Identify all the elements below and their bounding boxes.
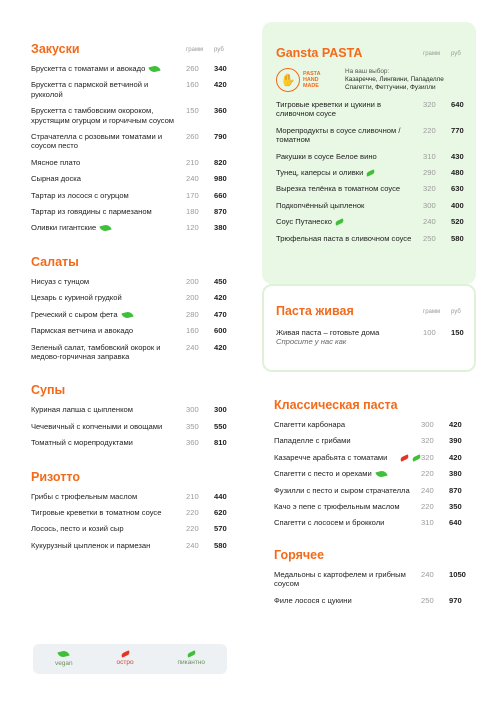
list-item bbox=[31, 207, 231, 216]
legend-label: пикантно bbox=[177, 659, 206, 666]
item-grams: 100 bbox=[423, 328, 436, 337]
item-name: Соус Путанеско bbox=[276, 217, 423, 226]
item-name: Тунец, каперсы и оливки bbox=[276, 168, 423, 177]
price-header: руб bbox=[214, 47, 224, 53]
item-grams: 240 bbox=[421, 569, 434, 579]
item-grams: 260 bbox=[186, 64, 199, 73]
item-price: 420 bbox=[449, 452, 462, 462]
list-item bbox=[31, 438, 231, 447]
section-zakuski-header bbox=[31, 36, 231, 56]
item-price: 660 bbox=[214, 190, 227, 200]
item-name: Морепродукты в соусе сливочном / томатном bbox=[276, 125, 401, 145]
item-grams: 240 bbox=[186, 540, 199, 550]
section-title: Классическая паста bbox=[274, 398, 398, 412]
pasta-choice bbox=[345, 68, 445, 92]
item-price: 870 bbox=[449, 485, 462, 495]
item-name: Подкопчённый цыпленок bbox=[276, 200, 365, 210]
item-name: Филе лосося с цукини bbox=[274, 595, 352, 605]
item-name: Тигровые креветки и цукини в сливочном соусе bbox=[276, 100, 382, 119]
item-price: 640 bbox=[449, 518, 462, 528]
item-grams: 160 bbox=[186, 326, 199, 336]
handmade-badge bbox=[276, 68, 468, 92]
item-name: Тартар из говядины с пармезаном bbox=[31, 207, 152, 217]
section-supy-list bbox=[31, 405, 231, 447]
leaf-icon bbox=[375, 470, 387, 479]
section-title: Gansta PASTA bbox=[276, 46, 363, 60]
legend bbox=[33, 644, 227, 674]
item-grams: 290 bbox=[423, 168, 436, 178]
item-name: Брускетта с томатами и авокадо bbox=[31, 64, 186, 73]
item-price: 480 bbox=[451, 168, 464, 178]
list-item bbox=[31, 524, 231, 533]
item-name: Греческий с сыром фета bbox=[31, 310, 186, 319]
item-price: 150 bbox=[451, 328, 464, 337]
section-goryachee-header bbox=[274, 542, 466, 562]
item-price: 420 bbox=[449, 420, 462, 429]
item-name: Лосось, песто и козий сыр bbox=[31, 524, 124, 534]
item-note: Спросите у нас как bbox=[276, 337, 347, 347]
item-name: Спагетти с лососем и брокколи bbox=[274, 518, 385, 528]
item-grams: 320 bbox=[423, 100, 436, 109]
section-title: Ризотто bbox=[31, 469, 80, 484]
list-item bbox=[276, 152, 468, 161]
item-grams: 260 bbox=[186, 132, 199, 142]
gansta-pasta-panel bbox=[262, 22, 476, 284]
item-price: 970 bbox=[449, 595, 462, 605]
item-grams: 200 bbox=[186, 293, 199, 303]
chili-icon bbox=[400, 454, 410, 461]
green-chili-icon bbox=[366, 169, 376, 176]
item-grams: 180 bbox=[186, 207, 199, 217]
section-title: Горячее bbox=[274, 547, 325, 562]
item-name: Куриная лапша с цыпленком bbox=[31, 405, 133, 415]
item-price: 870 bbox=[214, 207, 227, 217]
list-item bbox=[31, 492, 231, 501]
list-item bbox=[274, 486, 466, 495]
item-grams: 250 bbox=[421, 595, 434, 605]
item-price: 400 bbox=[451, 200, 464, 210]
list-item bbox=[274, 518, 466, 527]
section-rizotto-list bbox=[31, 492, 231, 551]
item-price: 300 bbox=[214, 405, 227, 415]
item-grams: 300 bbox=[421, 420, 434, 429]
list-item bbox=[276, 184, 468, 193]
grams-header: грамм bbox=[423, 51, 441, 57]
leaf-icon bbox=[58, 650, 70, 659]
item-grams: 300 bbox=[423, 200, 436, 210]
item-price: 450 bbox=[214, 276, 227, 286]
item-name: Спагетти карбонара bbox=[274, 420, 346, 429]
item-name: Медальоны с картофелем и грибным соусом bbox=[274, 569, 406, 589]
item-price: 420 bbox=[214, 80, 227, 90]
list-item bbox=[31, 64, 231, 73]
zhivaya-pasta-panel bbox=[262, 284, 476, 372]
list-item bbox=[274, 570, 466, 589]
grams-header: грамм bbox=[423, 309, 441, 315]
section-zhivaya-header bbox=[276, 298, 468, 318]
item-name: Страчателла с розовыми томатами и соусом песто bbox=[31, 132, 163, 151]
list-item bbox=[276, 328, 468, 337]
list-item bbox=[276, 217, 468, 226]
legend-vegan bbox=[55, 651, 73, 667]
item-name: Спагетти с песто и орехами bbox=[274, 469, 421, 478]
item-grams: 220 bbox=[423, 125, 436, 135]
legend-label: vegan bbox=[54, 660, 73, 667]
green-chili-icon bbox=[412, 454, 422, 461]
item-name: Чечевичный с копчеными и овощами bbox=[31, 421, 163, 431]
item-price: 440 bbox=[214, 491, 227, 501]
leaf-icon bbox=[121, 310, 133, 319]
section-gansta-list bbox=[276, 100, 468, 243]
section-salaty-list bbox=[31, 277, 231, 361]
item-name: Брускетта с тамбовским окороком, хрустящим огурцом и горчичным соусом bbox=[31, 106, 175, 125]
item-price: 360 bbox=[214, 106, 227, 116]
item-grams: 240 bbox=[423, 217, 436, 227]
list-item bbox=[31, 80, 231, 99]
list-item bbox=[31, 191, 231, 200]
item-grams: 210 bbox=[186, 491, 199, 501]
item-price: 380 bbox=[214, 223, 227, 233]
item-price: 630 bbox=[451, 184, 464, 194]
item-price: 600 bbox=[214, 326, 227, 336]
left-column bbox=[31, 36, 231, 550]
item-grams: 170 bbox=[186, 190, 199, 200]
list-item bbox=[274, 469, 466, 478]
price-header: руб bbox=[451, 309, 461, 315]
list-item bbox=[274, 453, 466, 462]
item-price: 420 bbox=[214, 293, 227, 303]
list-item bbox=[31, 106, 231, 125]
item-name: Зеленый салат, тамбовский окорок и медово-горчичная заправка bbox=[31, 342, 161, 361]
section-supy-header bbox=[31, 377, 231, 397]
item-name: Оливки гигантские bbox=[31, 223, 186, 232]
item-grams: 310 bbox=[421, 518, 434, 528]
item-name: Пападелле с грибами bbox=[274, 436, 351, 446]
item-price: 380 bbox=[449, 469, 462, 479]
choice-label: На ваш выбор: bbox=[345, 68, 390, 75]
legend-hot bbox=[178, 652, 206, 666]
item-grams: 250 bbox=[423, 233, 436, 243]
list-item bbox=[31, 174, 231, 183]
item-grams: 320 bbox=[423, 184, 436, 194]
section-zakuski-list bbox=[31, 64, 231, 233]
item-price: 820 bbox=[214, 157, 227, 167]
item-grams: 320 bbox=[421, 436, 434, 446]
item-grams: 220 bbox=[186, 507, 199, 517]
item-name: Казаречче арабьята с томатами bbox=[274, 452, 388, 462]
item-name: Ракушки в соусе Белое вино bbox=[276, 151, 377, 161]
list-item bbox=[31, 541, 231, 550]
item-price: 980 bbox=[214, 174, 227, 184]
list-item bbox=[31, 223, 231, 232]
item-name: Тартар из лосося с огурцом bbox=[31, 190, 129, 200]
grams-header: грамм bbox=[186, 47, 204, 53]
item-grams: 300 bbox=[186, 405, 199, 415]
list-item bbox=[274, 436, 466, 445]
item-price: 1050 bbox=[449, 569, 466, 579]
hand-icon: ✋ bbox=[276, 68, 300, 92]
item-price: 350 bbox=[449, 502, 462, 512]
item-name: Живая паста – готовьте дома bbox=[276, 328, 380, 337]
item-name: Цезарь с куриной грудкой bbox=[31, 293, 122, 303]
list-item bbox=[31, 277, 231, 286]
item-grams: 220 bbox=[421, 469, 434, 479]
item-price: 420 bbox=[214, 342, 227, 352]
list-item bbox=[276, 201, 468, 210]
price-header: руб bbox=[451, 51, 461, 57]
item-grams: 220 bbox=[186, 524, 199, 534]
item-grams: 240 bbox=[421, 485, 434, 495]
item-grams: 200 bbox=[186, 276, 199, 286]
legend-label: остро bbox=[116, 659, 134, 666]
item-price: 520 bbox=[451, 217, 464, 227]
legend-spicy bbox=[117, 652, 134, 666]
item-name: Мясное плато bbox=[31, 157, 81, 167]
item-name: Кукурузный цыпленок и пармезан bbox=[31, 540, 151, 550]
item-name: Томатный с морепродуктами bbox=[31, 438, 133, 448]
section-goryachee-list bbox=[274, 570, 466, 605]
item-price: 570 bbox=[214, 524, 227, 534]
section-klassika-header bbox=[274, 392, 466, 412]
list-item bbox=[31, 132, 231, 151]
section-title: Салаты bbox=[31, 254, 79, 269]
item-grams: 320 bbox=[421, 452, 434, 462]
item-name: Брускетта с пармской ветчиной и рукколой bbox=[31, 80, 149, 99]
item-grams: 280 bbox=[186, 309, 199, 319]
item-name: Пармская ветчина и авокадо bbox=[31, 326, 134, 336]
item-name: Нисуаз с тунцом bbox=[31, 276, 90, 286]
list-item bbox=[274, 420, 466, 429]
item-name: Фузилли с песто и сыром страчателла bbox=[274, 485, 410, 495]
list-item bbox=[276, 168, 468, 177]
item-name: Вырезка телёнка в томатном соусе bbox=[276, 184, 401, 194]
spice-icons bbox=[397, 453, 421, 462]
badge-text: PASTA HAND MADE bbox=[303, 70, 321, 90]
item-name: Грибы с трюфельным маслом bbox=[31, 491, 138, 501]
item-grams: 160 bbox=[186, 80, 199, 90]
item-grams: 210 bbox=[186, 157, 199, 167]
list-item bbox=[274, 596, 466, 605]
item-name: Сырная доска bbox=[31, 174, 81, 184]
section-salaty-header bbox=[31, 249, 231, 269]
item-grams: 150 bbox=[186, 106, 199, 116]
list-item bbox=[276, 100, 468, 119]
item-price: 580 bbox=[214, 540, 227, 550]
item-price: 550 bbox=[214, 421, 227, 431]
item-price: 580 bbox=[451, 233, 464, 243]
right-bottom-column bbox=[274, 392, 466, 605]
list-item bbox=[31, 293, 231, 302]
list-item bbox=[274, 502, 466, 511]
item-price: 470 bbox=[214, 309, 227, 319]
item-price: 340 bbox=[214, 64, 227, 73]
list-item bbox=[31, 422, 231, 431]
section-title: Супы bbox=[31, 383, 66, 398]
item-grams: 120 bbox=[186, 223, 199, 233]
item-grams: 350 bbox=[186, 421, 199, 431]
green-chili-icon bbox=[186, 650, 196, 657]
item-price: 770 bbox=[451, 125, 464, 135]
section-klassika-list bbox=[274, 420, 466, 528]
list-item bbox=[31, 310, 231, 319]
list-item bbox=[276, 234, 468, 243]
item-price: 790 bbox=[214, 132, 227, 142]
item-name: Тигровые креветки в томатном соусе bbox=[31, 507, 162, 517]
section-title: Закуски bbox=[31, 42, 80, 56]
list-item bbox=[276, 126, 468, 145]
item-grams: 310 bbox=[423, 151, 436, 161]
section-rizotto-header bbox=[31, 464, 231, 484]
green-chili-icon bbox=[335, 219, 345, 226]
chili-icon bbox=[120, 650, 130, 657]
item-price: 430 bbox=[451, 151, 464, 161]
section-gansta-header bbox=[276, 40, 468, 60]
item-grams: 240 bbox=[186, 342, 199, 352]
list-item bbox=[31, 326, 231, 335]
list-item bbox=[31, 405, 231, 414]
list-item bbox=[31, 343, 231, 362]
leaf-icon bbox=[149, 65, 161, 74]
list-item bbox=[31, 158, 231, 167]
item-name: Трюфельная паста в сливочном соусе bbox=[276, 233, 412, 243]
item-grams: 240 bbox=[186, 174, 199, 184]
item-price: 810 bbox=[214, 438, 227, 448]
item-grams: 220 bbox=[421, 502, 434, 512]
choice-text: Казаречче, Лингвини, Пападелле Спагетти, Феттучини, Фузилли bbox=[345, 76, 444, 91]
item-name: Качо э пепе с трюфельным маслом bbox=[274, 502, 400, 512]
section-title: Паста живая bbox=[276, 304, 354, 318]
list-item bbox=[31, 508, 231, 517]
item-price: 640 bbox=[451, 100, 464, 109]
item-price: 620 bbox=[214, 507, 227, 517]
item-grams: 360 bbox=[186, 438, 199, 448]
leaf-icon bbox=[100, 224, 112, 233]
item-price: 390 bbox=[449, 436, 462, 446]
